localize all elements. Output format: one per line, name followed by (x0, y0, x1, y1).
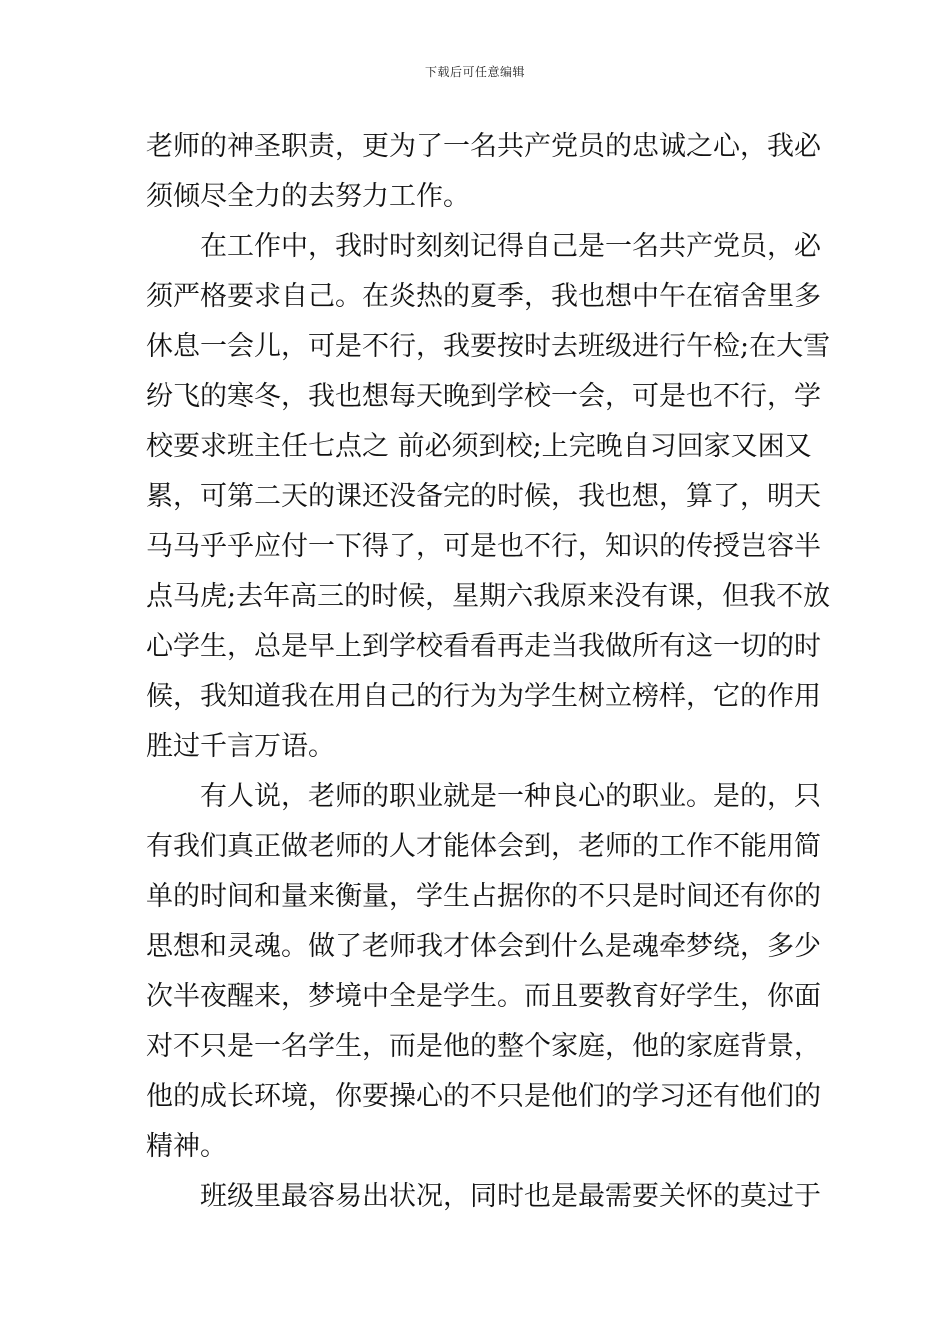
text-line: 老师的神圣职责，更为了一名共产党员的忠诚之心，我必 (146, 131, 821, 162)
text-line: 心学生，总是早上到学校看看再走当我做所有这一切的时 (146, 631, 821, 662)
text-line: 思想和灵魂。做了老师我才体会到什么是魂牵梦绕，多少 (146, 931, 821, 962)
text-line: 班级里最容易出状况，同时也是最需要关怀的莫过于 (200, 1181, 821, 1212)
text-line: 有人说，老师的职业就是一种良心的职业。是的，只 (200, 781, 821, 812)
text-line: 对不只是一名学生，而是他的整个家庭，他的家庭背景， (146, 1031, 821, 1062)
text-line: 休息一会儿，可是不行，我要按时去班级进行午检;在大雪 (146, 331, 831, 362)
text-line: 点马虎;去年高三的时候，星期六我原来没有课，但我不放 (146, 581, 831, 612)
text-line: 精神。 (146, 1131, 227, 1162)
text-line: 有我们真正做老师的人才能体会到，老师的工作不能用简 (146, 831, 821, 862)
text-line: 校要求班主任七点之 前必须到校;上完晚自习回家又困又 (146, 431, 812, 462)
text-line: 累，可第二天的课还没备完的时候，我也想，算了，明天 (146, 481, 821, 512)
text-line: 须倾尽全力的去努力工作。 (146, 181, 470, 212)
text-line: 次半夜醒来，梦境中全是学生。而且要教育好学生，你面 (146, 981, 821, 1012)
text-line: 须严格要求自己。在炎热的夏季，我也想中午在宿舍里多 (146, 281, 821, 312)
text-line: 他的成长环境，你要操心的不只是他们的学习还有他们的 (146, 1081, 821, 1112)
text-line: 马马乎乎应付一下得了，可是也不行，知识的传授岂容半 (146, 531, 821, 562)
page-header: 下载后可任意编辑 (424, 65, 525, 79)
text-line: 纷飞的寒冬，我也想每天晚到学校一会，可是也不行，学 (146, 381, 821, 412)
document-body (146, 122, 831, 1222)
text-line: 候，我知道我在用自己的行为为学生树立榜样，它的作用 (146, 681, 821, 712)
text-line: 胜过千言万语。 (146, 731, 335, 762)
text-line: 在工作中，我时时刻刻记得自己是一名共产党员，必 (200, 231, 821, 262)
text-line: 单的时间和量来衡量，学生占据你的不只是时间还有你的 (146, 881, 821, 912)
